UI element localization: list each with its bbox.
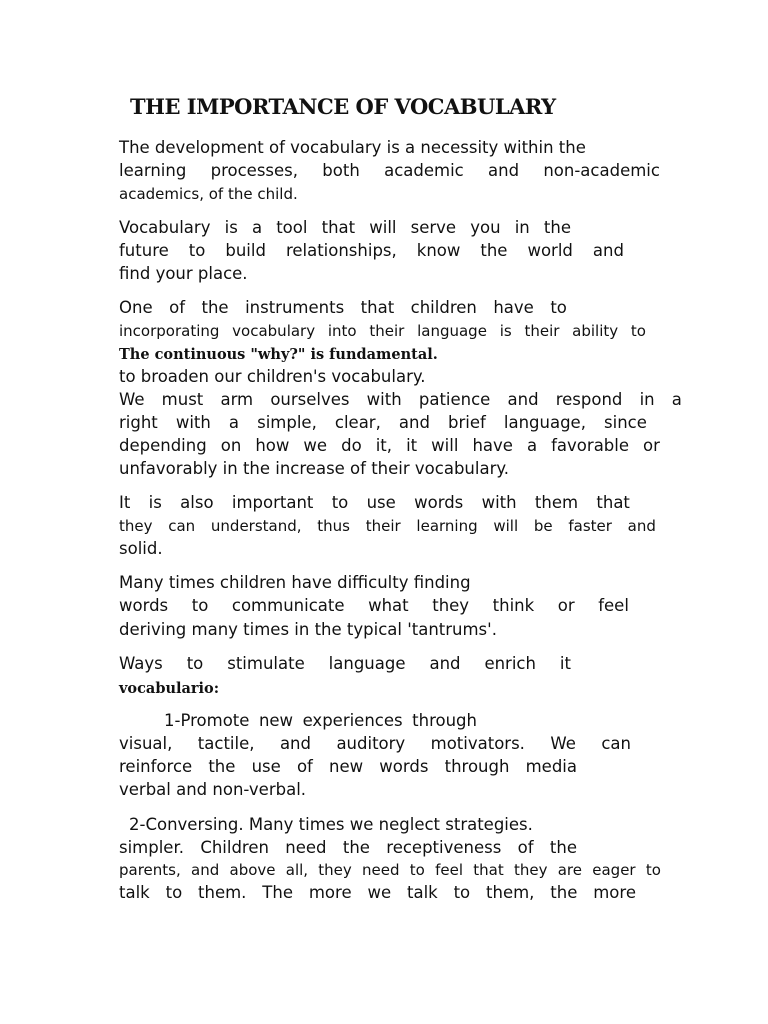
- word: through: [412, 711, 477, 730]
- word: how: [255, 436, 290, 455]
- word: and: [429, 654, 461, 673]
- word: respond: [555, 390, 623, 409]
- text-line: to broaden our children's vocabulary.: [119, 367, 426, 386]
- word: simple,: [257, 413, 317, 432]
- word: and: [398, 413, 430, 432]
- word: One: [119, 298, 153, 317]
- word: them,: [486, 883, 535, 902]
- word: use: [366, 493, 396, 512]
- word: will: [431, 436, 459, 455]
- word: language: [417, 322, 487, 340]
- word: be: [533, 517, 553, 535]
- word: depending: [119, 436, 207, 455]
- text-line: Many times children have difficulty finding: [119, 573, 471, 592]
- text-line: [119, 883, 636, 903]
- word: and: [627, 517, 656, 535]
- word: it: [559, 654, 571, 673]
- word: The: [262, 883, 293, 902]
- word: they: [119, 517, 153, 535]
- word: to: [409, 861, 425, 879]
- word: to: [191, 596, 209, 615]
- word: understand,: [210, 517, 302, 535]
- word: parents,: [119, 861, 181, 879]
- word: can: [601, 734, 631, 753]
- word: eager: [592, 861, 636, 879]
- text-line: [119, 516, 656, 536]
- word: faster: [568, 517, 612, 535]
- word: the: [480, 241, 508, 260]
- word: new: [329, 757, 364, 776]
- word: Children: [200, 838, 269, 857]
- word: or: [557, 596, 575, 615]
- word: Vocabulary: [119, 218, 211, 237]
- word: their: [369, 322, 405, 340]
- word: since: [604, 413, 647, 432]
- text-line: [119, 390, 682, 410]
- word: feel: [598, 596, 629, 615]
- word: words: [414, 493, 464, 512]
- word: that: [321, 218, 356, 237]
- word: that: [473, 861, 504, 879]
- word: stimulate: [227, 654, 305, 673]
- word: it,: [375, 436, 393, 455]
- word: more: [593, 883, 636, 902]
- text-line: [119, 654, 571, 674]
- word: and: [592, 241, 624, 260]
- text-line: [119, 860, 661, 880]
- text-line: [119, 241, 624, 261]
- word: them.: [198, 883, 247, 902]
- word: is: [148, 493, 162, 512]
- word: words: [379, 757, 429, 776]
- word: processes,: [210, 161, 299, 180]
- word: incorporating: [119, 322, 220, 340]
- word: with: [175, 413, 211, 432]
- word: serve: [410, 218, 457, 237]
- word: to: [165, 883, 183, 902]
- text-line: deriving many times in the typical 'tantrums'.: [119, 620, 497, 639]
- word: experiences: [302, 711, 403, 730]
- word: new: [258, 711, 294, 730]
- word: we: [367, 883, 392, 902]
- word: to: [630, 322, 646, 340]
- text-line: [119, 493, 630, 513]
- text-line: vocabulario:: [119, 680, 220, 697]
- text-line: solid.: [119, 539, 163, 558]
- word: brief: [448, 413, 486, 432]
- word: language: [328, 654, 406, 673]
- word: important: [231, 493, 314, 512]
- word: they: [513, 861, 548, 879]
- word: language,: [503, 413, 586, 432]
- word: the: [543, 218, 571, 237]
- word: more: [308, 883, 352, 902]
- word: through: [444, 757, 510, 776]
- word: have: [472, 436, 513, 455]
- word: that: [596, 493, 630, 512]
- word: the: [208, 757, 236, 776]
- word: receptiveness: [386, 838, 502, 857]
- word: feel: [435, 861, 464, 879]
- word: favorable: [551, 436, 630, 455]
- word: patience: [418, 390, 491, 409]
- word: thus: [317, 517, 350, 535]
- word: vocabulary: [232, 322, 316, 340]
- word: in: [514, 218, 530, 237]
- word: will: [493, 517, 519, 535]
- word: ourselves: [270, 390, 350, 409]
- text-line: [119, 838, 577, 858]
- word: the: [549, 838, 577, 857]
- word: will: [369, 218, 397, 237]
- word: need: [362, 861, 400, 879]
- word: have: [493, 298, 534, 317]
- text-line: find your place.: [119, 264, 248, 283]
- word: talk: [406, 883, 438, 902]
- word: their: [365, 517, 401, 535]
- word: the: [550, 883, 578, 902]
- word: a: [526, 436, 538, 455]
- text-line: [119, 413, 647, 433]
- text-line: [119, 436, 660, 456]
- text-line: verbal and non-verbal.: [119, 780, 307, 799]
- word: think: [492, 596, 535, 615]
- text-line: unfavorably in the increase of their vocabulary.: [119, 459, 510, 478]
- word: or: [643, 436, 660, 455]
- word: It: [119, 493, 131, 512]
- text-line: [119, 596, 629, 616]
- word: learning: [119, 161, 187, 180]
- word: future: [119, 241, 169, 260]
- word: the: [201, 298, 229, 317]
- word: We: [119, 390, 145, 409]
- text-line: [119, 734, 631, 754]
- word: non-academic: [543, 161, 660, 180]
- word: a: [251, 218, 263, 237]
- word: ability: [572, 322, 619, 340]
- word: it: [406, 436, 418, 455]
- word: must: [161, 390, 204, 409]
- word: reinforce: [119, 757, 193, 776]
- text-line: [164, 711, 477, 731]
- word: instruments: [245, 298, 345, 317]
- word: of: [169, 298, 185, 317]
- word: a: [228, 413, 240, 432]
- word: motivators.: [430, 734, 525, 753]
- word: that: [360, 298, 395, 317]
- word: world: [527, 241, 573, 260]
- word: they: [432, 596, 470, 615]
- word: words: [119, 596, 169, 615]
- word: arm: [220, 390, 254, 409]
- word: all,: [285, 861, 309, 879]
- word: Ways: [119, 654, 163, 673]
- text-line: The development of vocabulary is a necessity within the: [119, 138, 586, 157]
- word: We: [550, 734, 576, 753]
- word: also: [180, 493, 214, 512]
- word: is: [224, 218, 238, 237]
- word: to: [453, 883, 471, 902]
- page-title: THE IMPORTANCE OF VOCABULARY: [130, 94, 556, 119]
- word: with: [481, 493, 517, 512]
- word: both: [322, 161, 360, 180]
- text-line: [119, 218, 571, 238]
- word: them: [534, 493, 579, 512]
- word: tool: [276, 218, 308, 237]
- word: to: [186, 654, 204, 673]
- word: communicate: [231, 596, 345, 615]
- word: a: [671, 390, 682, 409]
- word: children: [410, 298, 477, 317]
- word: you: [470, 218, 501, 237]
- word: is: [499, 322, 512, 340]
- word: into: [327, 322, 357, 340]
- word: and: [279, 734, 311, 753]
- word: use: [251, 757, 281, 776]
- word: right: [119, 413, 158, 432]
- text-line: The continuous "why?" is fundamental.: [119, 346, 438, 363]
- text-line: 2-Conversing. Many times we neglect strategies.: [129, 815, 533, 834]
- word: to: [550, 298, 567, 317]
- word: do: [341, 436, 362, 455]
- word: clear,: [334, 413, 381, 432]
- word: enrich: [484, 654, 536, 673]
- text-line: [119, 161, 660, 181]
- word: with: [366, 390, 402, 409]
- word: above: [229, 861, 276, 879]
- text-line: [119, 757, 577, 777]
- word: visual,: [119, 734, 173, 753]
- word: build: [225, 241, 266, 260]
- word: can: [168, 517, 196, 535]
- word: need: [285, 838, 327, 857]
- text-line: academics, of the child.: [119, 185, 298, 203]
- word: simpler.: [119, 838, 184, 857]
- word: what: [368, 596, 409, 615]
- word: and: [488, 161, 520, 180]
- word: of: [517, 838, 534, 857]
- word: and: [191, 861, 220, 879]
- word: are: [557, 861, 582, 879]
- word: and: [507, 390, 539, 409]
- word: know: [416, 241, 461, 260]
- word: to: [331, 493, 349, 512]
- text-line: [119, 321, 646, 341]
- word: to: [188, 241, 206, 260]
- word: the: [342, 838, 370, 857]
- word: media: [525, 757, 577, 776]
- word: their: [524, 322, 560, 340]
- word: in: [639, 390, 655, 409]
- word: auditory: [336, 734, 406, 753]
- word: on: [220, 436, 242, 455]
- word: academic: [384, 161, 464, 180]
- word: they: [318, 861, 352, 879]
- word: talk: [119, 883, 150, 902]
- word: 1-Promote: [164, 711, 250, 730]
- word: relationships,: [285, 241, 397, 260]
- word: learning: [416, 517, 478, 535]
- word: to: [645, 861, 661, 879]
- word: of: [296, 757, 313, 776]
- text-line: [119, 298, 567, 318]
- word: we: [303, 436, 328, 455]
- word: tactile,: [197, 734, 255, 753]
